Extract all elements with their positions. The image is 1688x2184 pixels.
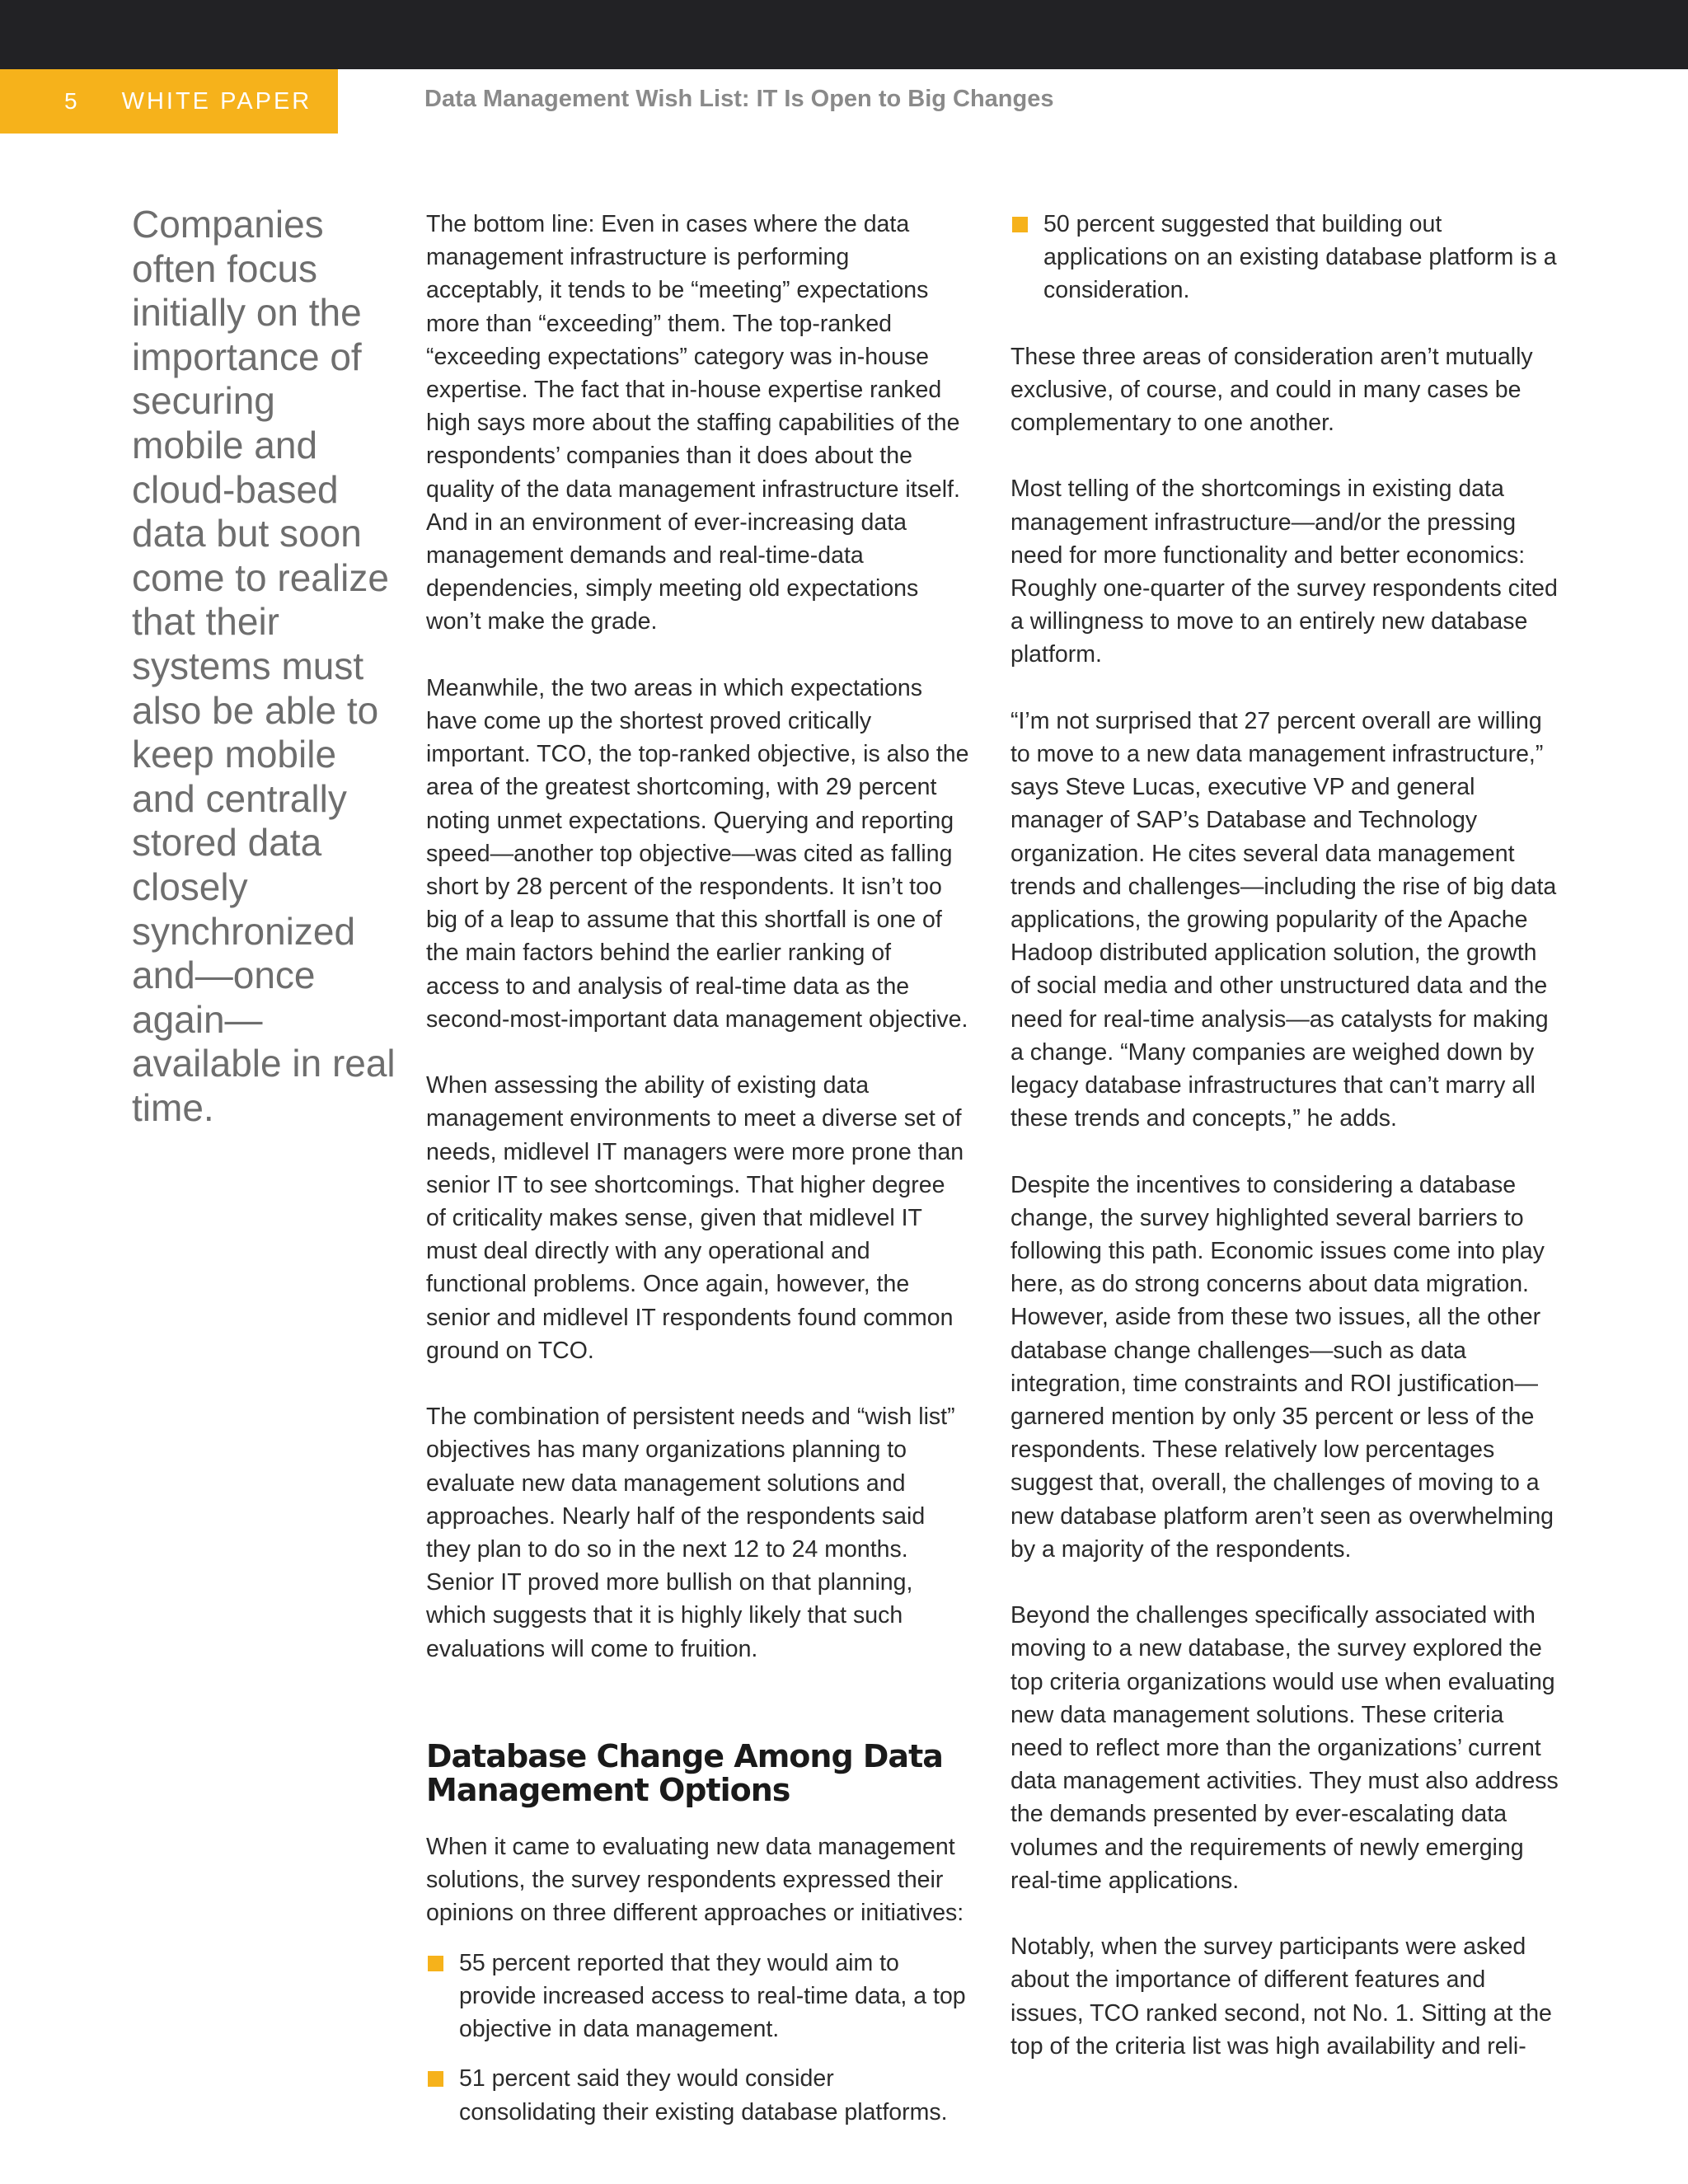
pull-quote: Companies often focus initially on the importance of securing mobile and cloud-based data but soon come to realize that their systems must also be able to keep mobile and centrally stored data closely synchronized and—once again—available in real time. [132,203,396,1129]
bullet-item [426,1947,970,2046]
paragraph: When assessing the ability of existing data management environments to meet a diverse set of needs, midlevel IT managers were more prone than senior IT to see shortcomings. That higher degree of criticality makes sense, given that midlevel IT must deal directly with any operational and functional problems. Once again, however, the senior and midlevel IT respondents found common ground on TCO. [426,1072,964,1364]
running-title: Data Management Wish List: IT Is Open to Big Changes [424,86,1054,112]
header-tab [0,69,338,134]
paragraph: Notably, when the survey participants were asked about the importance of different features and issues, TCO ranked second, not No. 1. Sitting at the top of the criteria list was high availability and reli- [1010,1933,1552,2060]
column-middle [426,208,970,2162]
paragraph: When it came to evaluating new data management solutions, the survey respondents expressed their opinions on three different approaches or initiatives: [426,1834,964,1927]
page-number: 5 [64,88,77,114]
paragraph: These three areas of consideration aren’t mutually exclusive, of course, and could in many cases be complementary to one another. [1010,343,1533,437]
bullet-text: 51 percent said they would consider consolidating their existing database platforms. [459,2065,948,2125]
top-bar [0,0,1688,69]
paragraph: “I’m not surprised that 27 percent overall are willing to move to a new data management infrastructure,” says Steve Lucas, executive VP and general manager of SAP’s Database and Technology organization. He cites several data management trends and challenges—including the rise of big data applications, the growing popularity of the Apache Hadoop distributed application solution, the growth of social media and other unstructured data and the need for real-time analysis—as catalysts for making a change. “Many companies are weighed down by legacy database infrastructures that can’t marry all these trends and concepts,” he adds. [1010,707,1557,1132]
paragraph: Beyond the challenges specifically associated with moving to a new database, the survey explored the top criteria organizations would use when evaluating new data management solutions. These criteria need to reflect more than the organizations’ current data management activities. They must also address the demands presented by ever-escalating data volumes and the requirements of newly emerging real-time applications. [1010,1602,1559,1894]
bullet-item [426,2062,970,2128]
bullet-item [1010,208,1559,307]
column-right [1010,208,1559,2096]
section-heading: Database Change Among Data Management Options [426,1738,943,1809]
document-type-label: WHITE PAPER [121,87,312,115]
bullet-square-icon [428,2071,443,2087]
bullet-list [1010,208,1559,307]
paragraph: The bottom line: Even in cases where the data management infrastructure is performing acceptably, it tends to be “meeting” expectations more than “exceeding” them. The top-ranked “exceeding expectations” category was in-house expertise. The fact that in-house expertise ranked high says more about the staffing capabilities of the respondents’ companies than it does about the quality of the data management infrastructure itself. And in an environment of ever-increasing data management demands and real-time-data dependencies, simply meeting old expectations won’t make the grade. [426,211,960,635]
bullet-text: 50 percent suggested that building out applications on an existing database platform is a consideration. [1043,211,1557,304]
bullet-square-icon [428,1956,443,1971]
paragraph: The combination of persistent needs and “wish list” objectives has many organizations planning to evaluate new data management solutions and approaches. Nearly half of the respondents said they plan to do so in the next 12 to 24 months. Senior IT proved more bullish on that planning, which suggests that it is highly likely that such evaluations will come to fruition. [426,1404,955,1662]
paragraph: Meanwhile, the two areas in which expectations have come up the shortest proved critically important. TCO, the top-ranked objective, is also the area of the greatest shortcoming, with 29 percent noting unmet expectations. Querying and reporting speed—another top objective—was cited as falling short by 28 percent of the respondents. It isn’t too big of a leap to assume that this shortfall is one of the main factors behind the earlier ranking of access to and analysis of real-time data as the second-most-important data management objective. [426,674,969,1033]
spacer [426,1699,970,1740]
paragraph: Most telling of the shortcomings in existing data management infrastructure—and/or the pressing need for more functionality and better economics: Roughly one-quarter of the survey respondents cited a willingness to move to an entirely new database platform. [1010,476,1558,668]
bullet-text: 55 percent reported that they would aim to provide increased access to real-time data, a top objective in data management. [459,1949,966,2043]
bullet-square-icon [1012,217,1028,232]
paragraph: Despite the incentives to considering a database change, the survey highlighted several barriers to following this path. Economic issues come into play here, as do strong concerns about data migration. However, aside from these two issues, all the other database change challenges—such as data integration, time constraints and ROI justification—garnered mention by only 35 percent or less of the respondents. These relatively low percentages suggest that, overall, the challenges of moving to a new database platform aren’t seen as overwhelming by a majority of the respondents. [1010,1171,1554,1563]
bullet-list [426,1947,970,2129]
